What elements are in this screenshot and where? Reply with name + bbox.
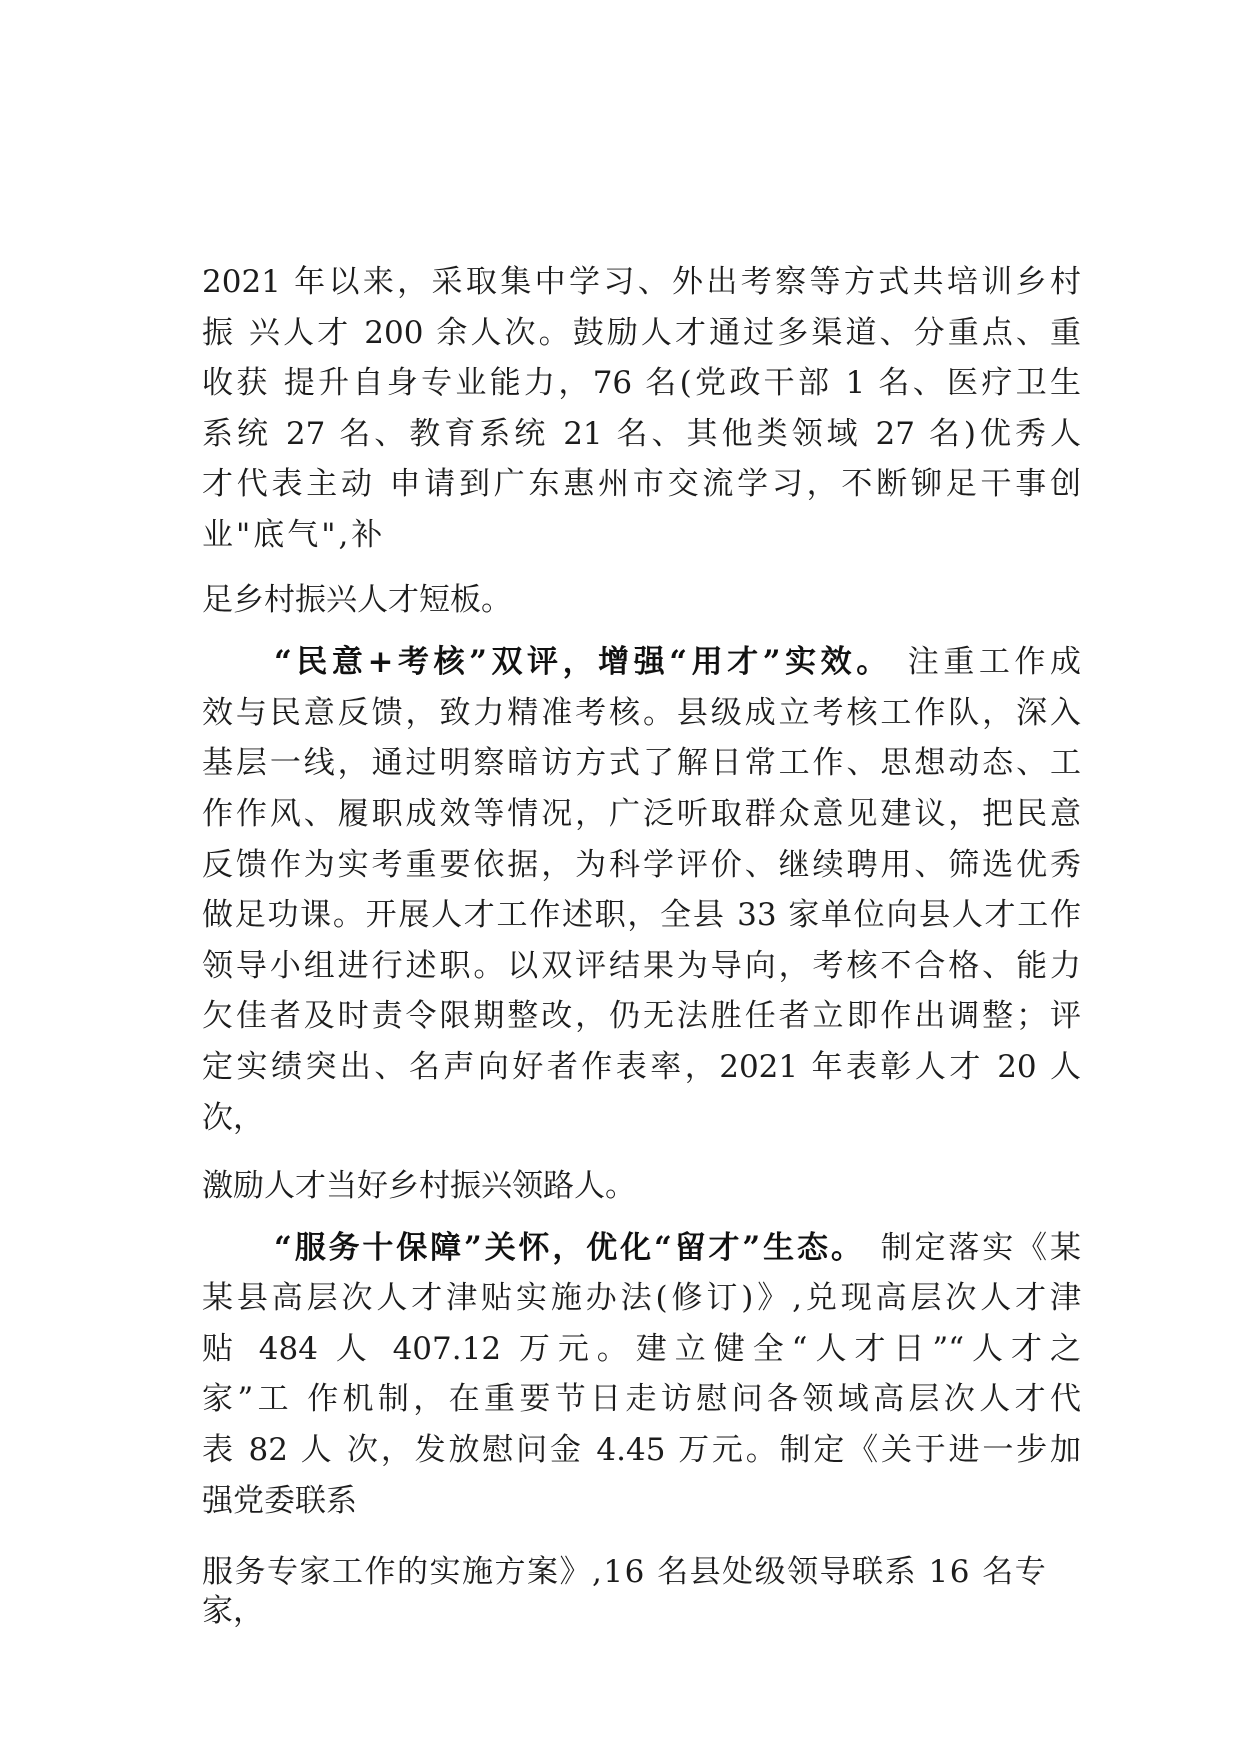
p3-line-8: 欠佳者及时责令限期整改，仍无法胜任者立即作出调整；评: [202, 998, 1081, 1035]
p1-line-4: 系统 27 名、教育系统 21 名、其他类领域 27 名)优秀人: [202, 415, 1081, 452]
p5-line-3: 贴 484 人 407.12 万元。建立健全“人才日”“人才之: [202, 1330, 1081, 1367]
p1-line-2: 振 兴人才 200 余人次。鼓励人才通过多渠道、分重点、重: [202, 314, 1081, 351]
p3-line-1-rest: 注重工作成: [907, 644, 1081, 681]
p1-line-6: 业"底气",补: [202, 516, 386, 553]
p3-line-5: 反馈作为实考重要依据，为科学评价、继续聘用、筛选优秀: [202, 846, 1081, 883]
paragraph-2: [202, 575, 1081, 626]
p3-heading: “民意+考核”双评，增强“用才”实效。: [274, 644, 892, 681]
p5-line-4: 家”工 作机制，在重要节日走访慰问各领域高层次人才代: [202, 1381, 1081, 1418]
p1-line-5: 才代表主动 申请到广东惠州市交流学习，不断铆足干事创: [202, 466, 1081, 503]
p6-line-1: 服务专家工作的实施方案》,16 名县处级领导联系 16 名专: [202, 1554, 1048, 1591]
p3-line-4: 作作风、履职成效等情况，广泛听取群众意见建议，把民意: [202, 795, 1081, 832]
p2-line-1: 足乡村振兴人才短板。: [202, 581, 512, 618]
paragraph-5: [202, 1223, 1081, 1527]
p3-line-1: [202, 637, 1081, 688]
p5-line-2: 某县高层次人才津贴实施办法(修订)》,兑现高层次人才津: [202, 1280, 1081, 1317]
p5-line-5: 表 82 人 次，发放慰问金 4.45 万元。制定《关于进一步加: [202, 1432, 1081, 1469]
paragraph-1: [202, 257, 1081, 561]
p3-line-3: 基层一线，通过明察暗访方式了解日常工作、思想动态、工: [202, 745, 1081, 782]
p3-line-9: 定实绩突出、名声向好者作表率，2021 年表彰人才 20 人: [202, 1048, 1081, 1085]
paragraph-4: [202, 1161, 1081, 1212]
p5-line-1: [202, 1223, 1081, 1274]
p4-line-1: 激励人才当好乡村振兴领路人。: [202, 1168, 636, 1205]
p3-line-6: 做足功课。开展人才工作述职，全县 33 家单位向县人才工作: [202, 897, 1081, 934]
paragraph-6: [202, 1553, 1081, 1631]
p3-line-10: 次，: [202, 1099, 264, 1136]
p5-heading: “服务十保障”关怀，优化“留才”生态。: [274, 1229, 865, 1266]
p1-line-1: 2021 年以来，采取集中学习、外出考察等方式共培训乡村: [202, 264, 1081, 300]
p3-line-2: 效与民意反馈，致力精准考核。县级成立考核工作队，深入: [202, 694, 1081, 731]
p6-line-2: 家，: [202, 1593, 264, 1630]
p5-line-1-rest: 制定落实《某: [880, 1229, 1081, 1266]
paragraph-3: [202, 637, 1081, 1143]
p1-line-3: 收获 提升自身专业能力，76 名(党政干部 1 名、医疗卫生: [202, 365, 1081, 402]
p5-line-6: 强党委联系: [202, 1482, 357, 1519]
p3-line-7: 领导小组进行述职。以双评结果为导向，考核不合格、能力: [202, 947, 1081, 984]
document-body: [202, 257, 1081, 1631]
